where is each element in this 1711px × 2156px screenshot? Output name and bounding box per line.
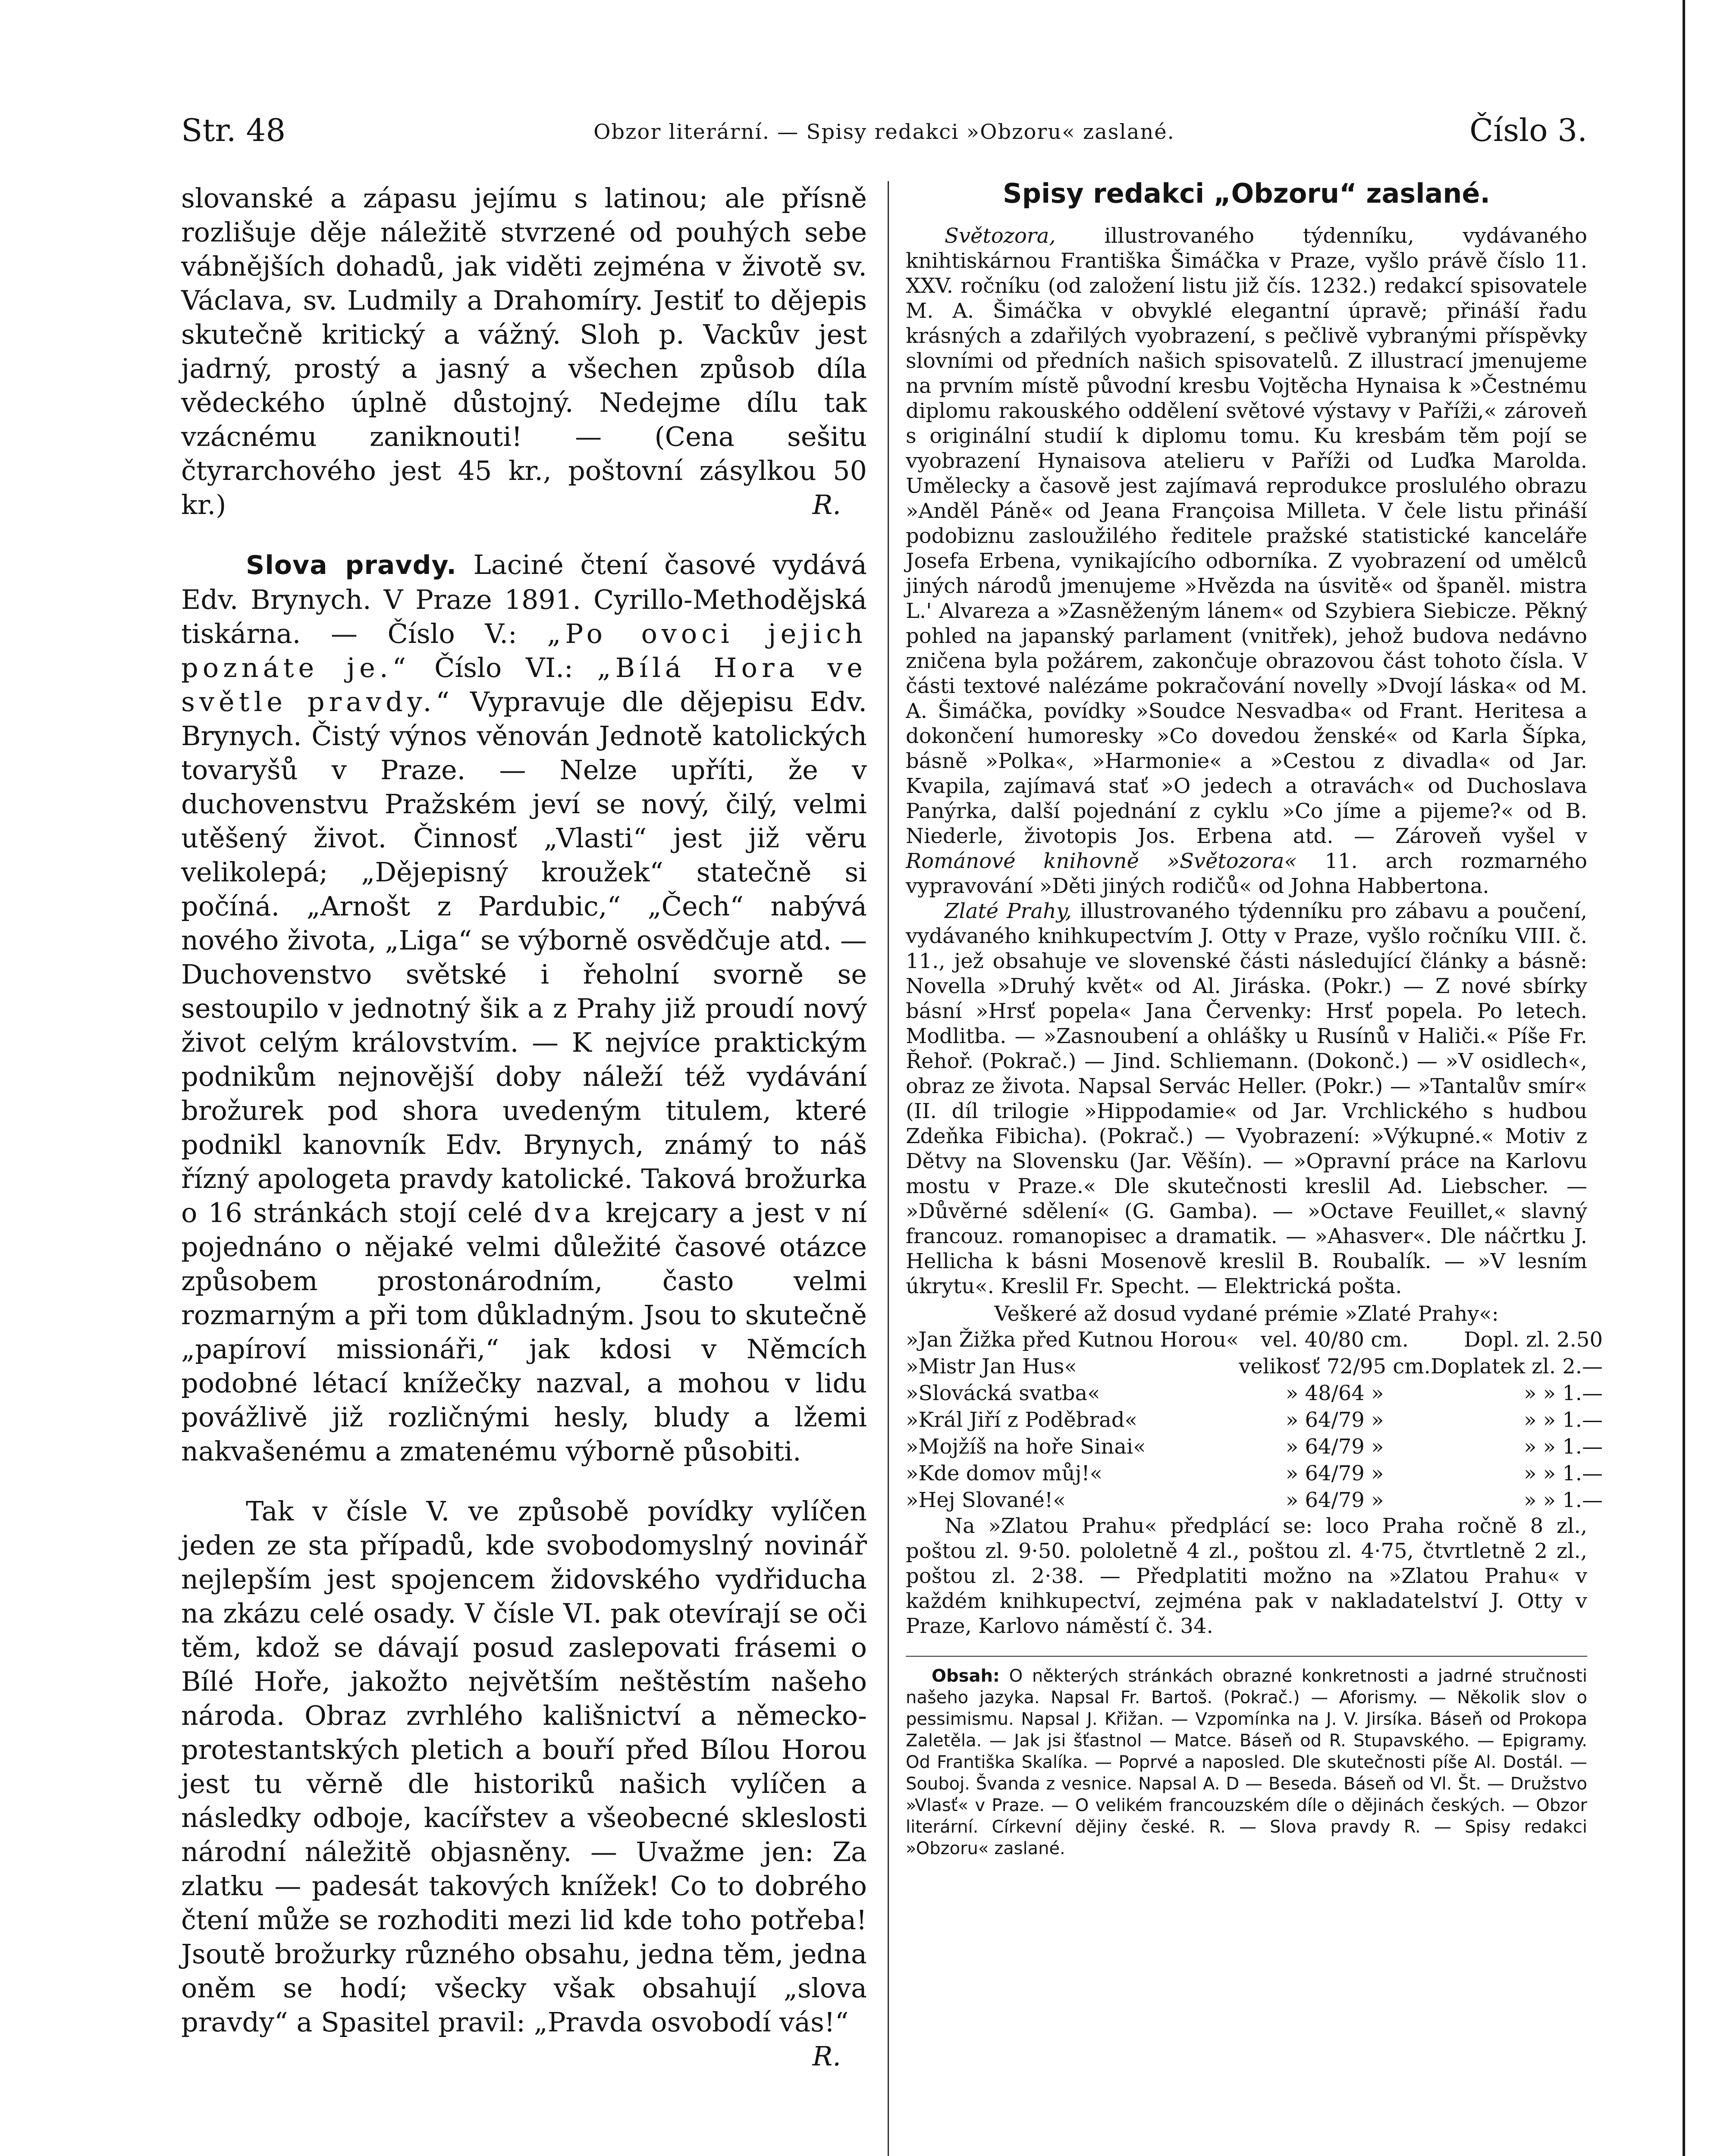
- premium-row: [906, 1380, 1603, 1407]
- entry-text: illustrovaného týdenníku pro zábavu a poučení, vydávaného knihkupectvím J. Otty v Praze, vyšlo ročníku VIII. č. 11., jež obsahuje ve slovenské části následující články a básně: Novella »Druhý květ« od Al. Jiráska. (Pokr.) — Z nové sbírky básní »Hrsť popela« Jana Červenky: Hrsť popela. Po letech. Modlitba. — »Zasnoubení a ohlášky u Rusínů v Haliči.« Píše Fr. Řehoř. (Pokrač.) — Jind. Schliemann. (Dokonč.) — »V osidlech«, obraz ze života. Napsal Servác Heller. (Pokr.) — »Tantalův smír« (II. díl trilogie »Hippodamie« od Jar. Vrchlického s hudbou Zdeňka Fibicha). (Pokrač.) — Vyobrazení: »Výkupné.« Motiv z Dětvy na Slovensku (Jar. Věšín). — »Opravní práce na Karlovu mostu v Praze.« Dle skutečnosti kreslil Ad. Liebscher. — »Důvěrné sdělení« (G. Gamba). — »Octave Feuillet,« slavný francouz. romanopisec a dramatik. — »Ahasver«. Dle náčrtku J. Hellicha k básni Mosenově kreslil B. Roubalík. — »V lesním úkrytu«. Kreslil Fr. Specht. — Elektrická pošta.: [906, 899, 1588, 1298]
- premium-row: [906, 1460, 1603, 1487]
- left-column: [181, 181, 867, 2073]
- periodical-title: Románové knihovně »Světozora«: [906, 849, 1297, 873]
- premium-extra: » » 1.—: [1523, 1381, 1603, 1405]
- premium-size: » 64/79 »: [1285, 1435, 1384, 1459]
- review-continuation: [181, 181, 867, 522]
- premium-size: » 48/64 »: [1285, 1381, 1384, 1405]
- emphasis-word: dva: [534, 1197, 595, 1228]
- premium-row: [906, 1353, 1603, 1380]
- review-text: Číslo VI.:: [434, 652, 573, 683]
- premium-extra: Dopl. zl. 2.50: [1464, 1328, 1603, 1352]
- review-continuation-text: slovanské a zápasu jejímu s latinou; ale přísně rozlišuje děje náležitě stvrzené od pouhých sebe vábnějších dohadů, jak viděti zejména v životě sv. Václava, sv. Ludmily a Drahomíry. Jestiť to dějepis skutečně kritický a vážný. Sloh p. Vackův jest jadrný, prostý a jasný a všechen způsob díla vědeckého úplně důstojný. Nedejme dílu tak vzácnému zaniknouti! — (Cena sešitu čtyrarchového jest 45 kr., poštovní zásylkou 50 kr.): [181, 182, 867, 520]
- signature: R.: [812, 489, 841, 520]
- entry-svetozor: [906, 223, 1587, 899]
- subscription-info: Na »Zlatou Prahu« předplácí se: loco Praha ročně 8 zl., poštou zl. 9·50. pololetně 4 zl., poštou zl. 4·75, čtvrtletně 2 zl., poštou zl. 2·38. — Předplatiti možno na »Zlatou Prahu« v každém knihkupectví, zejména pak v nakladatelství J. Otty v Praze, Karlovo náměstí č. 34.: [906, 1514, 1587, 1638]
- column-divider: [888, 181, 889, 2156]
- issue-number: Číslo 3.: [1469, 112, 1587, 148]
- premium-size: velikosť 72/95 cm.: [1239, 1354, 1431, 1379]
- premium-name: »Slovácká svatba«: [906, 1381, 1100, 1405]
- section-title: Spisy redakci „Obzoru“ zaslané.: [1002, 178, 1491, 209]
- review-heading: Slova pravdy.: [246, 550, 457, 580]
- premium-row: [906, 1407, 1603, 1433]
- entry-text: 11. arch rozmarného vypravování »Děti jiných rodičů« od Johna Habbertona.: [906, 849, 1588, 898]
- entry-text: illustrovaného týdenníku, vydávaného knihtiskárnou Františka Šimáčka v Praze, vyšlo právě číslo 11. XXV. ročníku (od založení listu již čís. 1232.) redakcí spisovatele M. A. Šimáčka v obvyklé elegantní úpravě; přináší řadu krásných a zdařilých vyobrazení, s pečlivě vybranými příspěvky slovními od předních našich spisovatelů. Z illustrací jmenujeme na prvním místě původní kresbu Vojtěcha Hynaisa k »Čestnému diplomu rakouského oddělení světové výstavy v Paříži,« zároveň s originální studií k diplomu tomu. Ku kresbám těm pojí se vyobrazení Hynaisova atelieru v Paříži od Luďka Marolda. Umělecky a časově jest zajímavá reprodukce proslulého obrazu »Anděl Páně« od Jeana Françoisa Milleta. V čele listu přináší podobiznu zasloužilého ředitele pražské statistické kanceláře Josefa Erbena, vynikajícího odborníka. Z vyobrazení od umělců jiných národů jmenujeme »Hvězda na úsvitě« od španěl. mistra L.' Alvareza a »Zasněženým lánem« od Szybiera Siebicze. Pěkný pohled na japanský parlament (vnitřek), jehož budova nedávno zničena byla požárem, zakončuje obrazovou část tohoto čísla. V části textové nalézáme pokračování novelly »Dvojí láska« od M. A. Šimáčka, povídky »Soudce Nesvadba« od Frant. Heritesa a dokončení humoresky »Co dovedou ženské« od Karla Šípka, básně »Polka«, »Harmonie« a »Cestou z divadla« od Jar. Kvapila, zajímavá stať »O jedech a otravách« od Duchoslava Panýrka, další pojednání z cyklu »Co jíme a pijeme?« od B. Niederle, životopis Jos. Erbena atd. — Zároveň vyšel v: [906, 224, 1587, 848]
- premium-name: »Král Jiří z Poděbrad«: [906, 1408, 1137, 1432]
- review-text: Tak v čísle V. ve způsobě povídky vylíčen jeden ze sta případů, kde svobodomyslný novinář nejlepším jest spojencem židovského vydřiducha na zkázu celé osady. V čísle VI. pak otevírají se oči těm, kdož se dávají posud zaslepovati frásemi o Bílé Hoře, jakožto největším neštěstím našeho národa. Obraz zvrhlého kališnictví a německo-protestantských pletich a bouří před Bílou Horou jest tu věrně dle historiků našich vylíčen a následky odboje, kacířstev a všeobecné skleslosti národní náležitě objasněny. — Uvažme jen: Za zlatku — padesát takových knížek! Co to dobrého čtení může se rozhoditi mezi lid kde toho potřeba! Jsoutě brožurky různého obsahu, jedna těm, jedna oněm se hodí; všecky však obsahují „slova pravdy“ a Spasitel pravil: „Pravda osvobodí vás!“: [181, 1495, 867, 2038]
- periodical-title: Světozora,: [945, 224, 1056, 248]
- contents-box: [906, 1665, 1587, 1859]
- premium-extra: » » 1.—: [1523, 1408, 1603, 1432]
- review-text: Laciné čtení časové vydává Edv. Brynych. V Praze 1891. Cyrillo-Methodějská tiskárna. — Číslo V.:: [181, 549, 867, 649]
- running-header: [181, 108, 1587, 155]
- premium-row: [906, 1326, 1603, 1353]
- review-slova-pravdy: [181, 548, 867, 1468]
- review-text: Vypravuje dle dějepisu Edv. Brynych. Čistý výnos věnován Jednotě katolických tovaryšů v Praze. — Nelze upříti, že v duchovenstvu Pražském jeví se nový, čilý, velmi utěšený život. Činnosť „Vlasti“ jest již věru velikolepá; „Dějepisný kroužek“ statečně si počíná. „Arnošt z Pardubic,“ „Čech“ nabývá nového života, „Liga“ se výborně osvědčuje atd. — Duchovenstvo světské i řeholní svorně se sestoupilo v jednotný šik a z Prahy již proudí nový život celým královstvím. — K nejvíce praktickým podnikům nejnovější doby náleží též vydávání brožurek pod shora uvedeným titulem, které podnikl kanovník Edv. Brynych, známý to náš řízný apologeta pravdy katolické. Taková brožurka o 16 stránkách stojí celé: [181, 686, 867, 1228]
- premium-size: » 64/79 »: [1285, 1461, 1384, 1485]
- premiums-heading: Veškeré až dosud vydané prémie »Zlaté Prahy«:: [994, 1302, 1499, 1326]
- premium-extra: » » 1.—: [1523, 1461, 1603, 1485]
- review-conclusion: [181, 1494, 867, 2072]
- premium-name: »Mistr Jan Hus«: [906, 1354, 1077, 1379]
- premium-extra: Doplatek zl. 2.—: [1430, 1354, 1603, 1379]
- review-text: krejcary a jest v ní pojednáno o nějaké velmi důležité časové otázce způsobem prostonárodním, často velmi rozmarným a při tom důkladným. Jsou to skutečně „papíroví missionáři,“ jak kdosi v Němcích podobné létací knížečky nazval, a mohou v lidu povážlivě již rozličnými hesly, bludy a lžemi nakvašenému a zmatenému výborně působiti.: [181, 1197, 867, 1467]
- contents-text: O některých stránkách obrazné konkretnosti a jadrné stručnosti našeho jazyka. Napsal Fr. Bartoš. (Pokrač.) — Aforismy. — Několik slov o pessimismu. Napsal J. Křižan. — Vzpomínka na J. V. Jirsíka. Báseň od Prokopa Zaletěla. — Jak jsi šťastnol — Matce. Báseň od R. Stupavského. — Epigramy. Od Františka Skalíka. — Poprvé a naposled. Dle skutečnosti píše Al. Dostál. — Souboj. Švanda z vesnice. Napsal A. D — Beseda. Báseň od Vl. Št. — Družstvo »Vlasť« v Praze. — O velikém francouzském díle o dějinách českých. — Obzor literární. Církevní dějiny české. R. — Slova pravdy R. — Spisy redakci »Obzoru« zaslané.: [906, 1666, 1587, 1858]
- premium-size: » 64/79 »: [1285, 1488, 1384, 1512]
- premium-row: [906, 1487, 1603, 1514]
- quoted-title: „Po ovoci jejich poznáte je.“: [181, 618, 867, 683]
- periodical-title: Zlaté Prahy,: [945, 899, 1072, 923]
- page-number: Str. 48: [181, 112, 286, 148]
- premiums-table: [906, 1326, 1603, 1514]
- signature: R.: [812, 2040, 841, 2072]
- premium-row: [906, 1433, 1603, 1460]
- premium-name: »Hej Slované!«: [906, 1488, 1066, 1512]
- contents-rule: [906, 1656, 1587, 1657]
- contents-label: Obsah:: [932, 1666, 1000, 1686]
- premium-size: » 64/79 »: [1285, 1408, 1384, 1432]
- premium-name: »Jan Žižka před Kutnou Horou«: [906, 1328, 1239, 1352]
- premium-extra: » » 1.—: [1523, 1435, 1603, 1459]
- premium-name: »Kde domov můj!«: [906, 1461, 1102, 1485]
- scan-edge: [1683, 0, 1685, 2156]
- right-column: [906, 178, 1603, 1859]
- premium-size: vel. 40/80 cm.: [1261, 1328, 1409, 1352]
- running-title: Obzor literární. — Spisy redakci »Obzoru« zaslané.: [593, 120, 1175, 144]
- premium-extra: » » 1.—: [1523, 1488, 1603, 1512]
- entry-zlata-praha: [906, 899, 1587, 1299]
- quoted-title: „Bílá Hora ve světle pravdy.“: [181, 652, 867, 718]
- premium-name: »Mojžíš na hoře Sinai«: [906, 1435, 1146, 1459]
